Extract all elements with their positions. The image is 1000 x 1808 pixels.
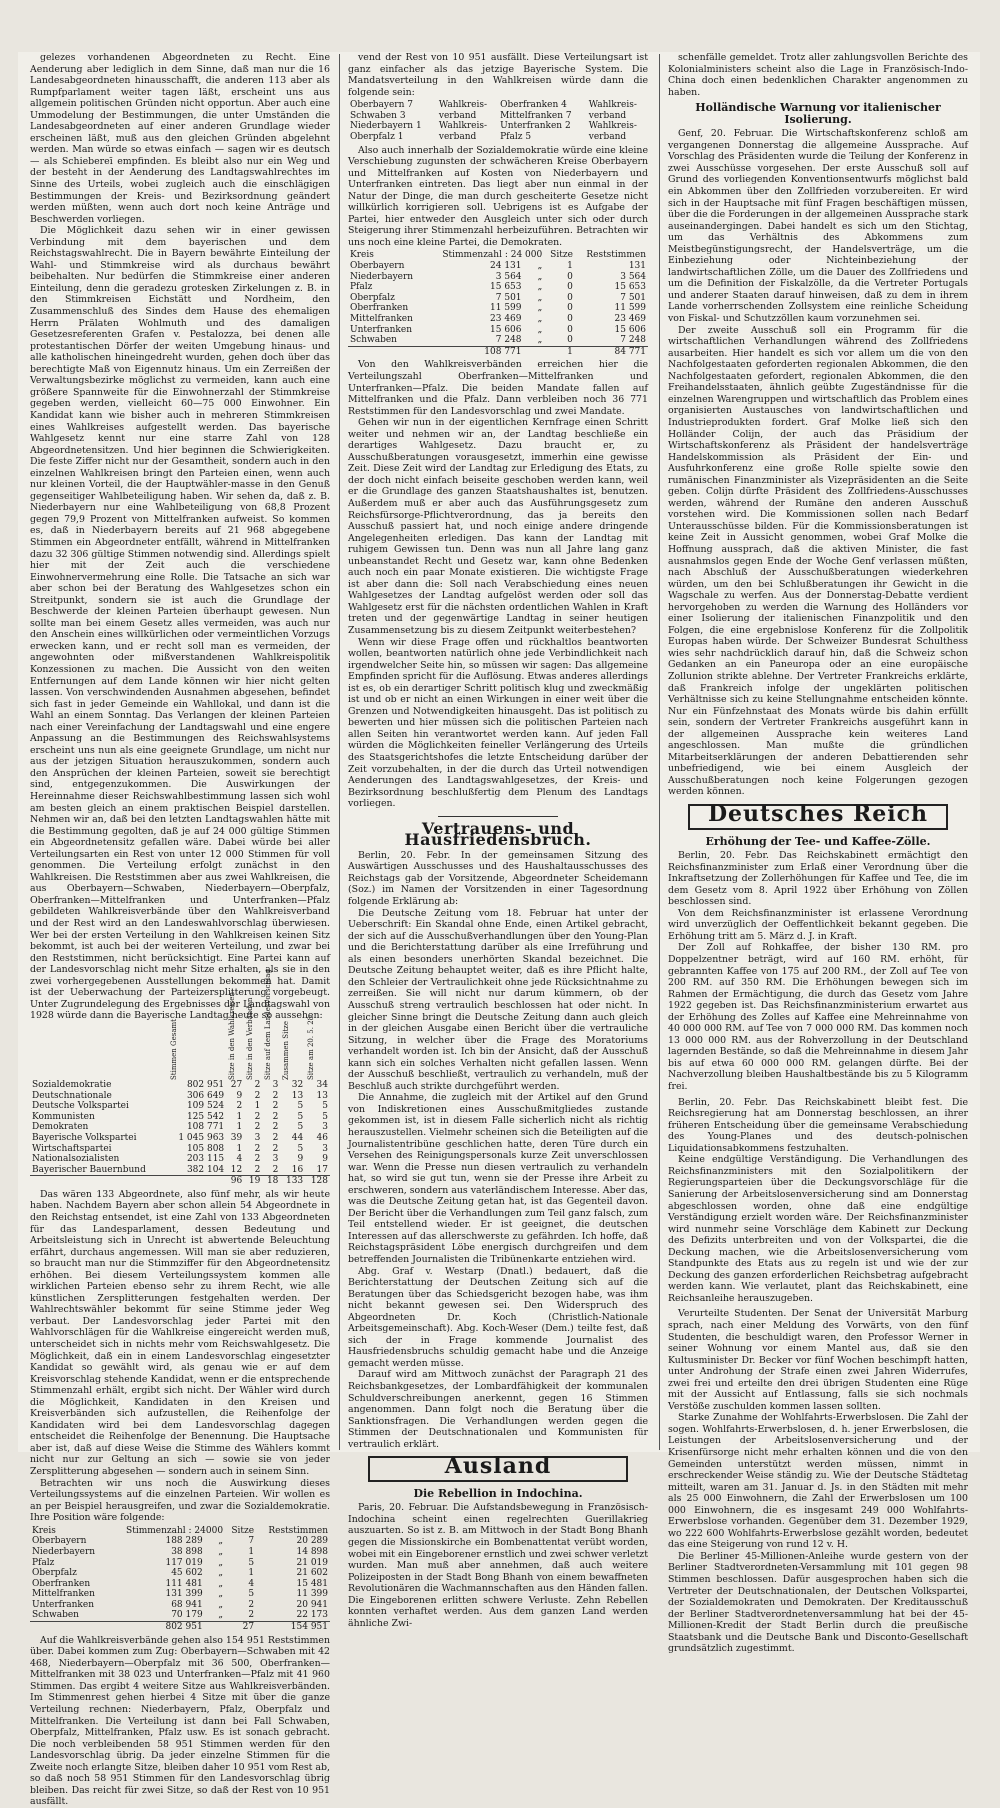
table-cell: „ <box>218 1578 224 1589</box>
section-box-ausland <box>368 1453 628 1482</box>
table-cell: 2 <box>272 1090 279 1101</box>
table-row <box>30 1154 330 1165</box>
table-cell: 117 019 <box>165 1557 203 1568</box>
table-cell: 2 <box>272 1122 279 1133</box>
table-row <box>348 100 648 111</box>
table-cell: 15 606 <box>614 324 646 335</box>
table-cell: „ <box>537 271 543 282</box>
table-header: Sitze am 20. 5. 28 <box>307 1015 316 1080</box>
table-cell: 7 <box>248 1536 255 1547</box>
table-cell: Wirtschaftspartei <box>32 1143 112 1154</box>
table-cell: Unterfranken <box>32 1599 94 1610</box>
table-cell: 5 <box>297 1143 304 1154</box>
table-sum-row <box>30 1622 330 1633</box>
table-cell: Mittelfranken <box>350 314 413 325</box>
table-cell: 1 <box>567 261 573 272</box>
article-paragraph: gelezes vorhandenen Abgeordneten zu Recht. Eine Aenderung aber lediglich in dem Sinne, daß man nur die 16 Landesabgeordneten hinausschafft, die anderen 113 aber als Rumpfparlament weiter tagen läßt, erscheint uns aus allgemein politischen Gründen nicht opportun. Aber auch eine Ummodelung der Bestimmungen, die unter Umständen die Landesabgeordneten auf einer anderen Grundlage wieder erscheinen läßt, muß aus den gleichen Gründen abgelehnt werden. Man würde so etwas einfach — sagen wir es deutsch — als Schiebereī empfinden. Es bleibt also nur ein Weg und der besteht in der Aenderung des Landtagswahlrechtes im Sinne des Urteils, wobei zugleich auch die einschlägigen Bestimmungen der Kreis- und Bezirksordnung geändert werden müßten, wenn auch dort noch keine Anträge und Beschwerden vorliegen. <box>30 52 330 225</box>
table-cell: 1 <box>236 1143 243 1154</box>
table-cell <box>524 346 545 357</box>
table-cell: 802 951 <box>108 1622 205 1633</box>
article-paragraph: Die Annahme, die zugleich mit der Artikel auf den Grund von Indiskretionen eines Ausschußmitgliedes zustande gekommen ist, ist in diesem Falle sicherlich nicht als richtig herauszustellen. Vielmehr scheinen sich die Beteiligten auf die Journalistentribüne geschlichen hatte, deren Türe durch ein Versehen des Reinigungspersonals kurze Zeit unverschlossen war. Wenn die Presse nun diesen vertraulich zu verhandeln hat, so wird sie gut tun, wenn sie der Presse ihre Arbeit zu erschweren, sondern aus vaterländischem Interesse. Aber das, was die Deutsche Zeitung getan hat, ist das Gegenteil davon. Der Bericht über die Verhandlungen zum Teil ganz falsch, zum Teil entstellend wieder. Er ist geeignet, die deutschen Interessen auf das allerschwerste zu gefährden. Ich hoffe, daß Reichstagspräsident Löbe energisch durchgreifen und dem betreffenden Journalisten die Tribünenkarte entziehen wird. <box>348 1092 648 1265</box>
table-cell: 15 481 <box>296 1578 328 1589</box>
table-cell: 306 649 <box>186 1090 225 1101</box>
table-cell: 0 <box>567 271 573 282</box>
table-row <box>30 1547 330 1558</box>
table-cell: Wahlkreis- <box>438 121 488 132</box>
article-paragraph: Von den Wahlkreisverbänden erreichen hier die Verteilungszahl Oberfranken—Mittelfranken und Unterfranken—Pfalz. Die beiden Mandate fallen auf Mittelfranken und die Pfalz. Dann verbleiben noch 36 771 Reststimmen für den Landesvorschlag und zwei Mandate. <box>348 359 648 417</box>
table-cell: Pfalz <box>32 1557 55 1568</box>
table-cell: Unterfranken <box>350 324 412 335</box>
table-cell: 3 <box>322 1143 328 1154</box>
table-header: Sitze in den Wahlkreisen <box>228 991 237 1080</box>
table-row <box>348 293 648 304</box>
table-sum-row <box>30 1176 330 1187</box>
table-cell: 45 602 <box>171 1568 203 1579</box>
article-headline: Vertrauens- und Hausfriedensbruch. <box>404 818 592 850</box>
table-cell: 70 179 <box>171 1610 203 1621</box>
table-header: Stimmenzahl : 24000 <box>126 1525 224 1536</box>
mandate-pairs-table <box>348 100 648 142</box>
table-cell: 154 951 <box>256 1622 330 1633</box>
table-cell: 11 599 <box>490 303 522 314</box>
table-row <box>30 1558 330 1569</box>
table-cell: 1 <box>236 1122 243 1133</box>
table-row <box>30 1536 330 1547</box>
table-cell: 27 <box>230 1079 243 1090</box>
article-paragraph: schenfälle gemeldet. Trotz aller zahlungsvollen Berichte des Kolonialministers scheint also die Lage in Französisch-Indo-China doch einen bedenklichen Charakter angenommen zu haben. <box>668 52 968 98</box>
table-cell: 3 564 <box>620 271 646 282</box>
table-cell: 802 951 <box>186 1079 225 1090</box>
table-cell: Oberbayern 7 <box>350 100 413 111</box>
table-cell: 9 <box>236 1090 243 1101</box>
table-cell: 111 481 <box>165 1578 203 1589</box>
table-cell: 21 019 <box>296 1557 328 1568</box>
table-cell: Oberbayern <box>32 1536 87 1547</box>
table-row <box>30 1165 330 1176</box>
table-cell: 5 <box>248 1589 255 1600</box>
table-cell: 15 653 <box>490 282 522 293</box>
table-cell: 2 <box>254 1122 261 1133</box>
table-cell: Schwaben <box>350 335 397 346</box>
table-cell: Nationalsozialisten <box>32 1154 120 1165</box>
section-heading: Deutsches Reich <box>707 801 929 827</box>
table-row <box>30 1101 330 1112</box>
table-cell: 105 808 <box>186 1143 225 1154</box>
table-cell: 15 606 <box>490 324 522 335</box>
table-cell: Pfalz <box>350 282 373 293</box>
article-headline: Erhöhung der Tee- und Kaffee-Zölle. <box>705 834 931 848</box>
table-cell: Niederbayern <box>32 1546 96 1557</box>
article-paragraph: Genf, 20. Februar. Die Wirtschaftskonferenz schloß am vergangenen Donnerstag die allgemeine Aussprache. Auf Vorschlag des Präsidenten wurde die Teilung der Konferenz in zwei Ausschüsse vorgesehen. Der erste Ausschuß soll auf Grund des vorliegenden Konventionsentwurfs möglichst bald ein Abkommen über den Zollfrieden vorzubereiten. Er wird sich in der Hauptsache mit fünf Fragen beschäftigen müssen, über die die Forderungen in der allgemeinen Aussprache stark auseinandergingen. Dabei handelt es sich um den Stichtag, um das Verhältnis des Abkommens zum Meistbegünstigungsrecht, der Handelsverträge, um die Einbeziehung oder Nichteinbeziehung der landwirtschaftlichen Zölle, um die Dauer des Zollfriedens und um die Definition der Fiskalzölle, da die Vertreter Portugals und anderer Staaten darauf hinweisen, daß zu dem in ihrem Lande vorherrschenden Zollsystem eine reinliche Scheidung von Fiskal- und Schutzzöllen kaum vorzunehmen sei. <box>668 128 968 325</box>
table-cell: Mittelfranken 7 <box>500 110 572 121</box>
table-cell: 203 115 <box>186 1154 225 1165</box>
table-cell: 11 599 <box>614 303 646 314</box>
table-cell: 0 <box>567 335 573 346</box>
article-paragraph: Die Deutsche Zeitung vom 18. Februar hat unter der Ueberschrift: Ein Skandal ohne Ende, einen Artikel gebracht, der sich auf die Ausschußverhandlungen über den Young-Plan und die Berichterstattung darüber als eine Irreführung und als einen besonders unerhörten Skandal bezeichnet. Die Deutsche Zeitung behauptet weiter, daß es ihre Pflicht halte, den Schleier der Vertraulichkeit ohne jede Rücksichtnahme zu zerreißen. Sie will nicht nur darum kümmern, ob der Ausschuß streng vertraulich beschlossen hat oder nicht. In gleicher Sinne bringt die Deutsche Zeitung dann auch gleich in der gleichen Ausgabe einen Bericht über die vertrauliche Sitzung, in welcher über die Frage des Moratoriums verhandelt worden ist. Ich bin der Ansicht, daß der Ausschuß kann sich ein solches Verhalten nicht gefallen lassen. Wenn der Ausschuß beschließt, vertraulich zu verhandeln, muß der Beschluß auch strikte durchgeführt werden. <box>348 907 648 1092</box>
table-cell: verband <box>588 131 627 142</box>
table-cell: 32 <box>291 1079 304 1090</box>
table-cell: 20 941 <box>296 1599 328 1610</box>
table-cell: 131 399 <box>165 1589 203 1600</box>
table-cell <box>30 1622 108 1633</box>
article-paragraph: Das wären 133 Abgeordnete, also fünf mehr, als wir heute haben. Nachdem Bayern aber schon allein 54 Abgeordnete in den Reichstag entsendet, ist eine Zahl von 133 Abgeordneten für das Landesparlament, dessen Bedeutung und Arbeitsleistung sich in Unrecht ist abwertende Beleuchtung erfährt, durchaus angemessen. Will man sie aber reduzieren, so braucht man nur die Stimmziffer für den Abgeordnetensitz erhöhen. Bei diesem Verteilungssystem kommen alle wirklichen Parteien ebenso sehr zu ihrem Recht, wie alle künstlichen Zersplitterungen festgehalten werden. Der Wahlrechtswähler bekommt für seine Stimme jeder Weg verbaut. Der Landesvorschlag jeder Partei mit den Wahlvorschlägen für die Wahlkreise eingereicht werden muß, unterscheidet sich in nichts mehr vom Reichswahlgesetz. Die Möglichkeit, daß ein in einem Landesvorschlag eingesetzter Kandidat so gewählt wird, als genau wie er auf dem Kreisvorschlag stehende Kandidat, wenn er die entsprechende Stimmenzahl erhält, ergibt sich nicht. Der Wähler wird durch die Möglichkeit, Kandidaten in den Kreisen und Kreisverbänden sich aufzustellen, die Reihenfolge der Kandidaten wird bei dem Landesvorschlag dagegen entscheidet die Reihenfolge der Benennung. Die Hauptsache aber ist, daß auf diese Weise die Stimme des Wählers kommt nicht nur zur Geltung an sich — sowie sie von jeder Zersplitterung abgesehen — sondern auch in seinem Sinn. <box>30 1188 330 1477</box>
table-cell: verband <box>588 110 627 121</box>
table-cell: Oberfranken 4 <box>500 100 567 111</box>
table-row <box>30 1112 330 1123</box>
table-cell: 3 <box>272 1079 279 1090</box>
table-cell: 19 <box>244 1176 262 1187</box>
table-cell: Schwaben <box>32 1610 79 1621</box>
table-cell: Bayerischer Bauernbund <box>32 1164 146 1175</box>
table-row <box>30 1133 330 1144</box>
table-cell: Deutschnationale <box>32 1090 112 1101</box>
article-paragraph: Der Zoll auf Rohkaffee, der bisher 130 RM. pro Doppelzentner beträgt, wird auf 160 RM. erhöht, für gebrannten Kaffee von 175 auf 200 RM., der Zoll auf Tee von 200 RM. auf 350 RM. Die Erhöhungen bewegen sich im Rahmen der Ermächtigung, die durch das Gesetz vom Jahre 1922 gegeben ist. Das Reichsfinanzministerium erwartet aus der Erhöhung des Zolles auf Kaffee eine Mehreinnahme von 40 000 000 RM. auf Tee von 7 000 000 RM. Das kommen noch 13 000 000 RM. aus der Rohverzollung in der Deutschland lagernden Bestände, so daß die Mehreinnahme in diesem Jahr bis auf etwa 60 000 000 RM. gelangen dürfte. Bei der Nachverzollung bleiben Haushaltbestände bis zu 5 Kilogramm frei. <box>668 942 968 1093</box>
table-cell: 2 <box>254 1079 261 1090</box>
article-paragraph: Die Möglichkeit dazu sehen wir in einer gewissen Verbindung mit dem bayerischen und dem Reichstagswahlrecht. Die in Bayern bewährte Einteilung der Wahl- und Stimmkreise wird als durchaus bewährt beibehalten. Nur bedürfen die Stimmkreise einer anderen Einteilung, denn die geradezu grotesken Zirkelungen z. B. in den Stimmkreisen Eichstätt und Nordheim, den Zusammenschluß des Sindes dem Hause des ehemaligen Herrn Prälaten Wohlmuth und des damaligen Gesetzesreferenten Grafen v. Pestalozza, bei denen alle protestantischen Dörfer der weiten Umgebung hinaus- und alle katholischen hineingedreht wurden, gehen doch über das berechtigte Maß von Eigennutz hinaus. Um ein Zerreißen der Verwaltungsbezirke möglichst zu vermeiden, kann auch eine größere Spannweite für die Einwohnerzahl der Stimmkreise gegeben werden, vielleicht 60—75 000 Einwohner. Ein Kandidat kann wie bisher auch in mehreren Stimmkreisen eines Wahlkreises aufgestellt werden. Das bayerische Wahlgesetz kennt nur eine starre Zahl von 128 Abgeordnetensitzen. Und hier beginnen die Schwierigkeiten. Die feste Ziffer nicht nur der Gesamtheit, sondern auch in den einzelnen Wahlkreisen bringt den Parteien einen, wenn auch nur kleinen Vorteil, die der Hauptwähler-masse in den Genuß gegenseitiger Wahlbeteiligung haben. Wir sehen da, daß z. B. Niederbayern nur eine Wahlbeteiligung von 68,8 Prozent gegen 79,9 Prozent von Mittelfranken aufweist. So kommen es, daß in Niederbayern bereits auf 21 968 abgegebene Stimmen ein Abgeordneter entfällt, während in Mittelfranken dazu 32 306 gültige Stimmen notwendig sind. Allerdings spielt hier mit der Zeit auch die verschiedene Einwohnervermehrung eine Rolle. Die Tatsache an sich war aber schon bei der Beratung des Wahlgesetzes schon ein Streitpunkt, sondern sie ist auch die Grundlage der Beschwerde der kleinen Parteien überhaupt gewesen. Nun sollte man bei einem Gesetz alles vermeiden, was auch nur den Anschein eines willkürlichen oder vermeintlichen Vorzugs erwecken kann, und er recht soll man es vermeiden, der angewohnten oder mißverstandenen Wahlkreispolitik Konzessionen zu machen. Die Aussicht von den weiten Entfernungen auf dem Lande können wir hier nicht gelten lassen. Von verschwindenden Ausnahmen abgesehen, befindet sich fast in jeder Gemeinde ein Wahllokal, und dann ist die Wahl an einem Sonntag. Das Verlangen der kleinen Parteien nach einer Vereinfachung der Landtagswahl und eine engere Anpassung an die Bestimmungen des Reichswahlsystems erscheint uns nun als eine geeignete Grundlage, um nicht nur aus der jetzigen Situation herauszukommen, sondern auch den Ansprüchen der kleinen Parteien, soweit sie berechtigt sind, entgegenzukommen. Die Auswirkungen der Hereinnahme dieser Reichswahlbestimmung lassen sich wohl am besten gleich an einem praktischen Beispiel darstellen. Nehmen wir an, daß bei den letzten Landtagswahlen hätte mit die Bestimmung gegolten, daß je auf 24 000 gültige Stimmen ein Abgeordnetensitz gefallen wäre. Dabei würde bei aller Verteilungsarten ein Rest von unter 12 000 Stimmen für voll genommen. Die Verteilung erfolgt zunächst in den Wahlkreisen. Die Reststimmen aber aus zwei Wahlkreisen, die aus Oberbayern—Schwaben, Niederbayern—Oberpfalz, Oberfranken—Mittelfranken und Unterfranken—Pfalz gebildeten Wahlkreisverbände über den Wahlkreisverband und der Rest wird an den Landeswahlvorschlag überwiesen. Wer bei der ersten Verteilung in den Wahlkreisen keinen Sitz bekommt, ist auch bei der weiteren Verteilung, und zwar bei den Reststimmen, nicht berücksichtigt. Eine Partei kann auf der Landesvorschlag nicht mehr Sitze erhalten, als sie in den zwei vorhergegebenen Ausstellungen bekommen hat. Damit ist der Ueberwachung der Parteizersplitterung vorgebeugt. Unter Zugrundelegung des Ergebnisses der Landtagswahl von 1928 würde dann die Bayerische Landtag heute so aussehen: <box>30 225 330 1022</box>
table-cell: 7 501 <box>620 292 646 303</box>
table-cell: 1 <box>248 1546 255 1557</box>
table-cell: 21 602 <box>296 1568 328 1579</box>
article-paragraph: Betrachten wir uns noch die Auswirkung dieses Verteilungssystems auf die einzelnen Parteien. Wir wollen es an per Beispiel herausgreifen, und zwar die Sozialdemokratie. Ihre Position wäre folgende: <box>30 1477 330 1524</box>
table-cell: Deutsche Volkspartei <box>32 1101 129 1112</box>
table-cell: Oberbayern <box>350 261 405 272</box>
table-cell: Pfalz 5 <box>500 131 532 142</box>
article-paragraph: Wenn wir diese Frage offen und rückhaltlos beantworten wollen, beantworten natürlich ohne jede Verbindlichkeit nach irgendwelcher Seite hin, so müssen wir sagen: Das allgemeine Empfinden spricht für die Auflösung. Etwas anderes allerdings ist es, ob ein derartiger Schritt politisch klug und zweckmäßig ist und ob er nicht an einen Wirkungen in einer weit über die Grenzen und Notwendigkeiten hinausgeht. Das ist politisch zu bewerten und hier müssen sich die politischen Parteien nach allen Seiten hin verantwortet werden kann. Auf jeden Fall würden die Möglichkeiten feineller Verlängerung des Urteils des Staatsgerichtshofes die letzte Entscheidung darüber der Zeit vorzubehalten, in der die durch das Urteil notwendigen Aenderungen des Landtagswahlgesetzes, der Kreis- und Bezirksordnung beschlußfertig dem Plenum des Landtags vorliegen. <box>348 636 648 810</box>
table-cell: 5 <box>297 1122 304 1133</box>
table-row <box>30 1589 330 1600</box>
table-cell: Wahlkreis- <box>438 100 488 111</box>
table-row <box>348 132 648 143</box>
table-row <box>30 1091 330 1102</box>
table-cell: 2 <box>272 1164 279 1175</box>
article-paragraph: Verurteilte Studenten. Der Senat der Universität Marburg sprach, nach einer Meldung des Vorwärts, von den fünf Studenten, die beschuldigt waren, den Professor Werner in seiner Wohnung vor einem Mantel aus, daß sie den Kultusminister Dr. Becker vor fünf Wochen beschimpft hatten, unter Androhung der Strafe einen zwei Jahren Widerrufes, zwei frei und erteilte den drei übrigen Studenten eine Rüge mit der Aussicht auf Entlassung, falls sie sich nochmals Verstöße zuschulden kommen lassen sollten. <box>668 1308 968 1412</box>
table-cell: „ <box>537 261 543 272</box>
table-cell: 39 <box>230 1132 243 1143</box>
table-cell: „ <box>537 314 543 325</box>
sozialdemokratie-table <box>30 1526 330 1633</box>
table-cell: 2 <box>272 1143 279 1154</box>
table-cell: Kommunisten <box>32 1111 95 1122</box>
table-cell: 1 <box>248 1568 255 1579</box>
table-cell: 0 <box>567 314 573 325</box>
table-cell: 131 <box>628 261 646 272</box>
table-cell: „ <box>218 1546 224 1557</box>
table-header: Kreis <box>32 1525 56 1536</box>
table-cell: 0 <box>567 324 573 335</box>
table-header: Zusammen Sitze <box>282 1020 291 1080</box>
table-cell: 5 <box>297 1111 304 1122</box>
table-cell: 3 <box>254 1132 261 1143</box>
table-cell: 15 653 <box>614 282 646 293</box>
table-cell: 128 <box>305 1176 330 1187</box>
table-cell: „ <box>537 335 543 346</box>
article-paragraph: Berlin, 20. Febr. In der gemeinsamen Sitzung des Auswärtigen Ausschusses und des Haushaltausschusses des Reichstags gab der Vorsitzende, Abgeordneter Scheidemann (Soz.) im Namen der Vorsitzenden in einer Tagesordnung folgende Erklärung ab: <box>348 849 648 908</box>
table-cell: „ <box>218 1610 224 1621</box>
table-cell: „ <box>537 303 543 314</box>
table-cell: 12 <box>230 1164 243 1175</box>
table-cell: 2 <box>254 1111 261 1122</box>
table-cell: 188 289 <box>165 1536 203 1547</box>
table-cell: „ <box>218 1568 224 1579</box>
table-cell: 23 469 <box>490 314 522 325</box>
article-paragraph: Berlin, 20. Febr. Das Reichskabinett bleibt fest. Die Reichsregierung hat am Donnerstag beschlossen, an ihrer früheren Entscheidung über die gemeinsame Verabschiedung des Young-Planes und des deutsch-polnischen Liquidationsabkommens festzuhalten. <box>668 1096 968 1154</box>
table-header: Sitze in den Verbänden <box>246 997 255 1080</box>
table-cell: 16 <box>291 1164 304 1175</box>
table-cell: Sozialdemokratie <box>32 1079 112 1090</box>
article-paragraph: Keine endgültige Verständigung. Die Verhandlungen des Reichsfinanzministers mit den Sozialpolitikern der Regierungsparteien über die Deckungsvorschläge für die Sanierung der Arbeitslosenversicherung sind am Donnerstag abgeschlossen worden, ohne daß eine endgültige Verständigung erzielt worden wäre. Der Reichsfinanzminister wird nunmehr seine Vorschläge dem Kabinett zur Deckung des Defizits unterbreiten und von der Volkspartei, die die Deckung machen, wie die Arbeitslosenversicherung vom Standpunkte des Etats aus zu regeln ist und wie der zur Deckung des ganzen erforderlichen Reichsbetrag aufgebracht werden kann. Wie verlautet, plant das Reichskabinett, eine Reichsanleihe herauszugeben. <box>668 1154 968 1304</box>
table-cell: 5 <box>322 1111 328 1122</box>
section-box-deutsches-reich <box>688 801 948 830</box>
table-row <box>348 325 648 336</box>
table-header: Reststimmen <box>268 1525 328 1536</box>
table-header: Sitze <box>550 250 573 261</box>
table-cell: Wahlkreis- <box>588 100 637 111</box>
table-row <box>30 1144 330 1155</box>
column-2 <box>348 52 648 1629</box>
table-cell: „ <box>537 324 543 335</box>
table-cell: verband <box>438 110 477 121</box>
table-cell: 7 501 <box>495 292 522 303</box>
table-cell: 0 <box>567 303 573 314</box>
table-cell: Niederbayern 1 <box>350 121 422 132</box>
table-cell: 125 542 <box>186 1111 225 1122</box>
article-headline: Die Rebellion in Indochina. <box>413 1486 583 1500</box>
table-cell: „ <box>537 282 543 293</box>
table-cell: „ <box>218 1599 224 1610</box>
table-cell: Oberpfalz 1 <box>350 131 404 142</box>
table-cell: 2 <box>272 1111 279 1122</box>
table-header: Stimmen Gesamt <box>169 1018 178 1080</box>
table-cell: verband <box>438 131 477 142</box>
table-cell: 96 <box>226 1176 244 1187</box>
table-cell: 17 <box>316 1164 328 1175</box>
article-paragraph: Darauf wird am Mittwoch zunächst der Paragraph 21 des Reichsbankgesetzes, der Lombardfähigkeit der kommunalen Schuldverschreibungen anerkennt, gegen 16 Stimmen angenommen. Dann folgt noch die Beratung über die Sanktionsfragen. Die Verhandlungen werden gegen die Stimmen der Deutschnationalen und Kommunisten für vertraulich erklärt. <box>348 1369 648 1450</box>
column-3 <box>668 52 968 1655</box>
table-cell: 2 <box>236 1101 243 1112</box>
article-paragraph: Starke Zunahme der Wohlfahrts-Erwerbslosen. Die Zahl der sogen. Wohlfahrts-Erwerbslosen, d. h. jener Erwerbslosen, die Leistungen der Arbeitslosenversicherung und der Krisenfürsorge nicht mehr erhalten können und die von den Gemeinden unterstützt werden müssen, nimmt in erschreckender Weise ständig zu. Wie der Deutsche Städtetag mitteilt, waren am 31. Januar d. Js. in den Städten mit mehr als 25 000 Einwohnern, die Zahl der Erwerbslosen um 100 000 Einwohnern, die es insgesamt 249 000 Wohlfahrts-Erwerbslose vorhanden. Gegenüber dem 31. Dezember 1929, wo 222 600 Wohlfahrts-Erwerbslose gezählt worden, bedeutet das eine Steigerung von rund 12 v. H. <box>668 1412 968 1551</box>
article-paragraph: Paris, 20. Februar. Die Aufstandsbewegung in Französisch-Indochina scheint einen regelrechten Guerillakrieg auszuarten. So ist z. B. am Mittwoch in der Stadt Bong Bhanh gegen die Missionskirche ein Bombenattentat verübt worden, wobei mit ein Eingeborener ernstlich und zwei schwer verletzt wurden. Man muß aber annehmen, daß auch weitere Polizeiposten in der Stadt Bong Bhanh von einem bewaffneten Revolutionären die Wachmannschaften aus den Händen fallen. Die Eingeborenen erlitten schwere Verluste. Zehn Rebellen konnten verhaftet werden. Aus dem ganzen Land werden ähnliche Zwi- <box>348 1502 648 1629</box>
table-cell: Oberpfalz <box>350 292 395 303</box>
table-header: Kreis <box>350 250 374 261</box>
table-cell: 2 <box>254 1154 261 1165</box>
table-cell: 3 564 <box>495 271 522 282</box>
table-row <box>348 282 648 293</box>
table-cell: 18 <box>262 1176 280 1187</box>
article-paragraph: vend der Rest von 10 951 ausfällt. Diese Verteilungsart ist ganz einfacher als das jetzige Bayerische System. Die Mandatsverteilung in den Wahlkreisen würde dann die folgende sein: <box>348 52 648 98</box>
table-row <box>30 1600 330 1611</box>
table-row <box>348 121 648 132</box>
table-cell: 44 <box>291 1132 304 1143</box>
table-cell: 1 <box>544 346 575 357</box>
table-cell: 5 <box>297 1101 304 1112</box>
table-cell: 1 <box>254 1101 261 1112</box>
table-cell: Oberfranken <box>350 303 409 314</box>
article-paragraph: Also auch innerhalb der Sozialdemokratie würde eine kleine Verschiebung zugunsten der schwächeren Kreise Oberbayern und Mittelfranken auf Kosten von Niederbayern und Unterfranken eintreten. Das liegt aber nun einmal in der Natur der Dinge, die man durch gescheiterte Gesetze nicht willkürlich korrigieren soll. Uebrigens ist es Aufgabe der Partei, hier entweder den Ausgleich unter sich oder durch Steigerung ihrer Stimmenzahl herbeizuführen. Betrachten wir uns noch eine kleine Partei, die Demokraten. <box>348 144 648 248</box>
seat-distribution-table <box>30 969 330 1187</box>
table-cell: 0 <box>567 292 573 303</box>
table-cell: 108 771 <box>186 1122 225 1133</box>
section-divider <box>438 816 558 817</box>
table-cell: 2 <box>254 1090 261 1101</box>
article-paragraph: Die Berliner 45-Millionen-Anleihe wurde gestern von der Berliner Stadtverordneten-Versammlung mit 101 gegen 98 Stimmen beschlossen. Dafür ausgesprochen haben sich die Vertreter der Deutschnationalen, der Deutschen Volkspartei, der Sozialdemokraten und Demokraten. Der Kreditausschuß der Berliner Stadtverordnetenversammlung hat bei der 45-Millionen-Kredit der Stadt Berlin durch die preußische Staatsbank und die Deutsche Bank und Disconto-Gesellschaft grundsätzlich zugestimmt. <box>668 1550 968 1655</box>
table-cell: 5 <box>322 1101 328 1112</box>
newspaper-page <box>18 52 980 1808</box>
table-cell: 2 <box>272 1101 279 1112</box>
article-headline: Holländische Warnung vor italienischer Isolierung. <box>695 101 941 126</box>
table-cell: Unterfranken 2 <box>500 121 571 132</box>
table-cell: 109 524 <box>186 1101 225 1112</box>
table-cell: 22 173 <box>296 1610 328 1621</box>
table-cell: 133 <box>280 1176 305 1187</box>
table-cell: 2 <box>272 1132 279 1143</box>
column-1 <box>30 52 330 1808</box>
table-row <box>30 1568 330 1579</box>
table-row <box>348 261 648 272</box>
table-cell: 3 <box>272 1154 279 1165</box>
table-sum-row <box>348 346 648 357</box>
table-row <box>30 1610 330 1621</box>
table-header: Reststimmen <box>586 250 646 261</box>
table-cell: 382 104 <box>186 1164 225 1175</box>
table-header: Stimmenzahl : 24 000 <box>442 250 543 261</box>
table-cell: 1 045 963 <box>178 1132 225 1143</box>
table-cell: 9 <box>297 1154 304 1165</box>
table-header: Sitze <box>231 1525 255 1536</box>
article-paragraph: Abg. Graf v. Westarp (Dnatl.) bedauert, daß die Berichterstattung der Deutschen Zeitung sich auf die Beratungen über das Schiedsgericht bezogen habe, was ihm nicht bekannt gewesen sei. Den Widerspruch des Abgeordneten Dr. Koch (Christlich-Nationale Arbeitsgemeinschaft). Abg. Koch-Weser (Dem.) teilte fest, daß sich der in Frage kommende Journalist des Hausfriedensbruchs schuldig gemacht habe und die Anzeige gemacht werden müsse. <box>348 1265 648 1369</box>
table-cell: 4 <box>248 1578 255 1589</box>
table-row <box>348 335 648 346</box>
table-cell: Wahlkreis- <box>588 121 637 132</box>
table-cell: 13 <box>291 1090 304 1101</box>
article-paragraph: Der zweite Ausschuß soll ein Programm für die wirtschaftlichen Verhandlungen während des Zollfriedens ausarbeiten. Hier handelt es sich vor allem um die von den Nachfolgestaaten geforderten regionalen Abkommen, die den Nachfolgestaaten gefordert, regionalen Abkommen, die den Freihandelsstaaten, ähnlich geübte Zugeständnisse für die einzelnen Warengruppen und wirtschaftlich das Problem eines organisierten Austausches von landwirtschaftlichen und Industrieprodukten fordert. Graf Molke ließ sich den Holländer Colijn, der auch das Präsidium der Wirtschaftskonferenz als Präsident der handelsverträge Handelskommission als Präsident der Ein- und Ausfuhrkonferenz eine große Rolle spielte sowie den rumänischen Finanzminister als Vizepräsidenten an die Seite geben. Colijn dürfte Präsident des Zollfriedens-Ausschusses werden, während der Rumäne den anderen Ausschuß vorstehen wird. Die Kommissionen sollen nach Bedarf Unterausschüsse bilden. Für die Kommissionsberatungen ist keine Zeit in Aussicht genommen, wobei Graf Molke die Hoffnung aussprach, daß die aktiven Minister, die fast ausnahmslos gegen Ende der Woche Genf verlassen müßten, nach Abschluß der Ausschußberatungen wiederkehren würden, um den bei Schlußberatungen ihr Gewicht in die Wagschale zu werfen. Aus der Donnerstag-Debatte verdient hervorgehoben zu werden die Warnung des Holländers vor einer Isolierung der italienischen Finanzpolitik und den Folgen, die eine ergebnislose Konferenz für die Zollpolitik Europas haben würde. Der Schweizer Bundesrat Schulthess wies sehr nachdrücklich darauf hin, daß die Schweiz schon Gedanken an ein Paneuropa oder an eine europäische Zollunion strikte ablehne. Der Vertreter Frankreichs erklärte, daß Frankreich infolge der ungeklärten politischen Verhältnisse sich zu keine Stellungnahme entscheiden könnte. Nur ein Fünfzehnstaat des Monats würde bis dahin erfüllt sein, sondern der Vertreter Frankreichs ausgeführt kann in der allgemeinen Aussprache kein weiteres Land angeschlossen. Man mußte die gründlichen Mitarbeitserklärungen der anderen Debattierenden sehr unbefriedigend, wie bei einem Ausgleich der Ausschußberatungen noch keine Folgerungen gezogen werden können. <box>668 324 968 798</box>
article-paragraph: Berlin, 20. Febr. Das Reichskabinett ermächtigt den Reichsfinanzminister zum Erlaß einer Verordnung über die Inkraftsetzung der Zollerhöhungen für Kaffee und Tee, die im dem Gesetz vom 8. April 1922 über Erhöhung von Zöllen beschlossen sind. <box>668 850 968 908</box>
table-cell: 23 469 <box>614 314 646 325</box>
table-cell: Oberfranken <box>32 1578 91 1589</box>
table-cell <box>168 1176 226 1187</box>
table-cell: 5 <box>248 1557 255 1568</box>
table-cell: 34 <box>316 1079 328 1090</box>
table-row <box>348 111 648 122</box>
article-paragraph: Auf die Wahlkreisverbände gehen also 154 951 Reststimmen über. Dabei kommen zum Zug: Oberbayern—Schwaben mit 42 468, Niederbayern—Oberpfalz mit 36 500, Oberfranken—Mittelfranken mit 38 023 und Unterfranken—Pfalz mit 41 960 Stimmen. Das ergibt 4 weitere Sitze aus Wahlkreisverbänden. Im Stimmenrest gehen hierbei 4 Sitze mit über die ganze Verteilung rechnen: Niederbayern, Pfalz, Oberpfalz und Mittelfranken. Die Verteilung ist dann bei Fall Schwaben, Oberpfalz, Mittelfranken, Pfalz usw. Es ist sonach gebracht. Die noch verbleibenden 58 951 Stimmen werden für den Landesvorschlag übrig. Da jeder einzelne Stimmen für die Zweite noch erlangte Sitze, bleiben daher 10 951 vom Rest ab, so daß noch 58 951 Stimmen für den Landesvorschlag übrig bleiben. Das reicht für zwei Sitze, so daß der Rest von 10 951 ausfällt. <box>30 1634 330 1808</box>
column-rule <box>659 54 660 1450</box>
table-cell: 2 <box>248 1599 255 1610</box>
table-cell: 4 <box>236 1154 243 1165</box>
table-cell: 2 <box>254 1164 261 1175</box>
table-cell <box>205 1622 225 1633</box>
table-cell: Demokraten <box>32 1122 89 1133</box>
table-row <box>30 1579 330 1590</box>
table-cell: 0 <box>567 282 573 293</box>
table-row <box>30 1080 330 1091</box>
section-heading: Ausland <box>444 1453 552 1480</box>
table-cell: 14 898 <box>296 1546 328 1557</box>
table-cell: Schwaben 3 <box>350 110 406 121</box>
table-cell: 38 898 <box>171 1546 203 1557</box>
table-cell: 13 <box>316 1090 328 1101</box>
table-cell: 7 248 <box>495 335 522 346</box>
table-cell <box>30 1176 168 1187</box>
article-paragraph: Gehen wir nun in der eigentlichen Kernfrage einen Schritt weiter und nehmen wir an, der Landtag beschließe ein derartiges Wahlgesetz. Dazu braucht er, zu Ausschußberatungen vorausgesetzt, immerhin eine gewisse Zeit. Diese Zeit wird der Landtag zur Erledigung des Etats, zu der doch nicht einfach beiseite geschoben werden kann, weil er die Grundlage des ganzen Staatshaushaltes ist, benutzen. Außerdem muß er aber auch das Ausführungsgesetz zum Reichsfürsorge-Pflichtverordnung, das ja bereits den Ausschuß passiert hat, und noch einige andere dringende Angelegenheiten erledigen. Das kann der Landtag mit ruhigem Gewissen tun. Denn was nun all Jahre lang ganz unbeanstandet Recht und Gesetz war, kann ohne Bedenken auch noch ein paar Monate existieren. Die wichtigste Frage ist aber dann die: Soll nach Verabschiedung eines neuen Wahlgesetzes der Landtag aufgelöst werden oder soll das Wahlgesetz erst für die nächsten ordentlichen Wahlen in Kraft treten und der gegenwärtige Landtag in seiner heutigen Zusammensetzung bis zu diesem Zeitpunkt weiterbestehen? <box>348 417 648 636</box>
table-cell: 46 <box>316 1132 328 1143</box>
table-cell: 1 <box>236 1111 243 1122</box>
table-cell: 84 771 <box>575 346 648 357</box>
table-row <box>348 303 648 314</box>
demokraten-table <box>348 250 648 357</box>
table-cell: „ <box>218 1536 224 1547</box>
table-cell: „ <box>537 292 543 303</box>
table-cell: Niederbayern <box>350 271 414 282</box>
table-cell: Oberpfalz <box>32 1568 77 1579</box>
table-cell: 7 248 <box>620 335 646 346</box>
table-cell: 3 <box>322 1122 328 1133</box>
table-cell: 24 131 <box>490 261 522 272</box>
table-cell: 9 <box>322 1154 328 1165</box>
table-cell: 20 289 <box>296 1536 328 1547</box>
table-cell: „ <box>218 1589 224 1600</box>
table-cell: 2 <box>248 1610 255 1621</box>
table-cell: „ <box>218 1557 224 1568</box>
article-paragraph: Von dem Reichsfinanzminister ist erlassene Verordnung wird unverzüglich der Oeffentlichkeit bekannt gegeben. Die Erhöhung tritt am 5. März d. J. in Kraft. <box>668 907 968 942</box>
table-cell: 11 399 <box>296 1589 328 1600</box>
table-cell: Mittelfranken <box>32 1589 95 1600</box>
column-rule <box>339 54 340 1450</box>
table-cell: 68 941 <box>171 1599 203 1610</box>
table-row <box>348 272 648 283</box>
table-row <box>30 1122 330 1133</box>
table-row <box>348 314 648 325</box>
table-cell: 27 <box>225 1622 256 1633</box>
table-cell: 108 771 <box>425 346 524 357</box>
table-cell <box>348 346 425 357</box>
table-header: Sitze auf dem Landesvorschlag <box>264 969 273 1080</box>
table-cell: Bayerische Volkspartei <box>32 1132 137 1143</box>
table-cell: 2 <box>254 1143 261 1154</box>
